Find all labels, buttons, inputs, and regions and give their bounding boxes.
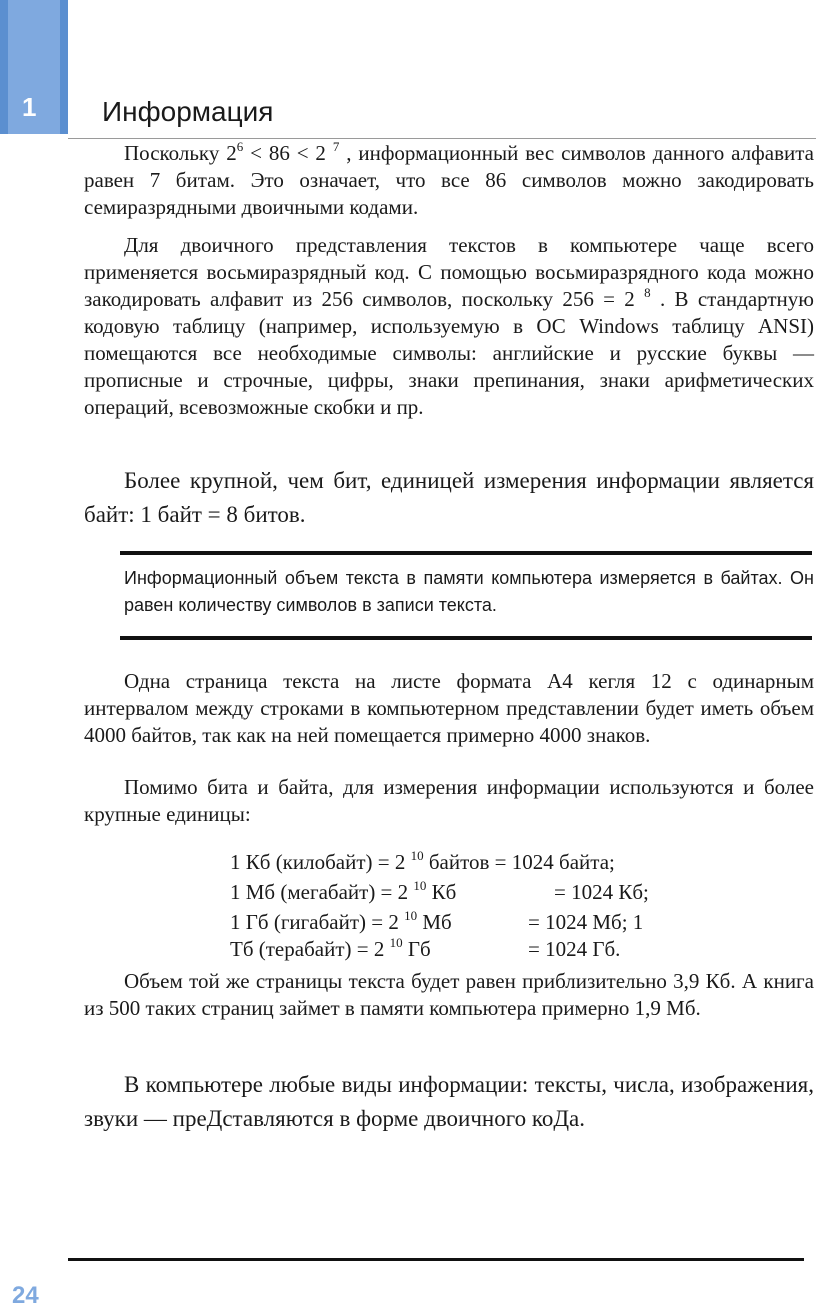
page-number: 24	[12, 1282, 39, 1309]
paragraph-binary-code: В компьютере любые виды информации: тексты, числа, изображения, звуки — преДставляются в форме двоичного коДа.	[84, 1072, 814, 1131]
footer-rule	[68, 1258, 804, 1261]
paragraph-a4-page: Одна страница текста на листе формата А4 кегля 12 с одинарным интервалом между строками в компьютерном представлении будет иметь объем 4000 байтов, так как на ней помещается примерно 4000 знаков.	[84, 669, 814, 747]
paragraph-larger-units: Помимо бита и байта, для измерения информации используются и более крупные единицы:	[84, 775, 814, 826]
chapter-number: 1	[22, 92, 37, 122]
definition-text: Информационный объем текста в памяти компьютера измеряется в байтах. Он равен количеству символов в записи текста.	[124, 568, 814, 615]
chapter-tab	[0, 0, 68, 134]
unit-row-mb: 1 Мб (мегабайт) = 2 $^{10}$ Кб	[230, 878, 457, 904]
paragraph-byte: Более крупной, чем бит, единицей измерения информации является байт: 1 байт = 8 битов.	[84, 468, 814, 527]
paragraph-alphabet-weight: Поскольку $2^6 < 86 < 2$ $^7$ , информационный вес символов данного алфавита равен 7 битам. Это означает, что все 86 символов можно закодировать семиразрядными двоичными кодами.	[84, 139, 814, 219]
unit-row-mb-value: = 1024 Кб;	[554, 880, 649, 904]
unit-row-tb-value: = 1024 Гб.	[528, 937, 621, 961]
unit-row-tb: Тб (терабайт) = 2 $^{10}$ Гб	[230, 935, 431, 961]
chapter-title: Информация	[102, 96, 274, 127]
unit-row-gb: 1 Гб (гигабайт) = 2 $^{10}$ Мб	[230, 908, 452, 934]
title-rule	[68, 138, 816, 139]
paragraph-book-size: Объем той же страницы текста будет равен приблизительно 3,9 Кб. А книга из 500 таких страниц займет в памяти компьютера примерно 1,9 Мб.	[84, 969, 814, 1020]
definition-bottom-rule	[120, 636, 812, 640]
unit-row-gb-value: = 1024 Мб; 1	[528, 910, 644, 934]
unit-row-kb: 1 Кб (килобайт) = 2 $^{10}$ байтов = 1024 байта;	[230, 848, 615, 874]
paragraph-8bit-code: Для двоичного представления текстов в компьютере чаще всего применяется восьмиразрядный код. С помощью восьмиразрядного кода можно закодировать алфавит из 256 символов, поскольку 256 = 2 $^8$ . В стандартную кодовую таблицу (например, используемую в ОС Windows таблицу ANSI) помещаются все необходимые символы: английские и русские буквы — прописные и строчные, цифры, знаки препинания, знаки арифметических операций, всевозможные скобки и пр.	[84, 233, 814, 419]
definition-top-rule	[120, 551, 812, 555]
